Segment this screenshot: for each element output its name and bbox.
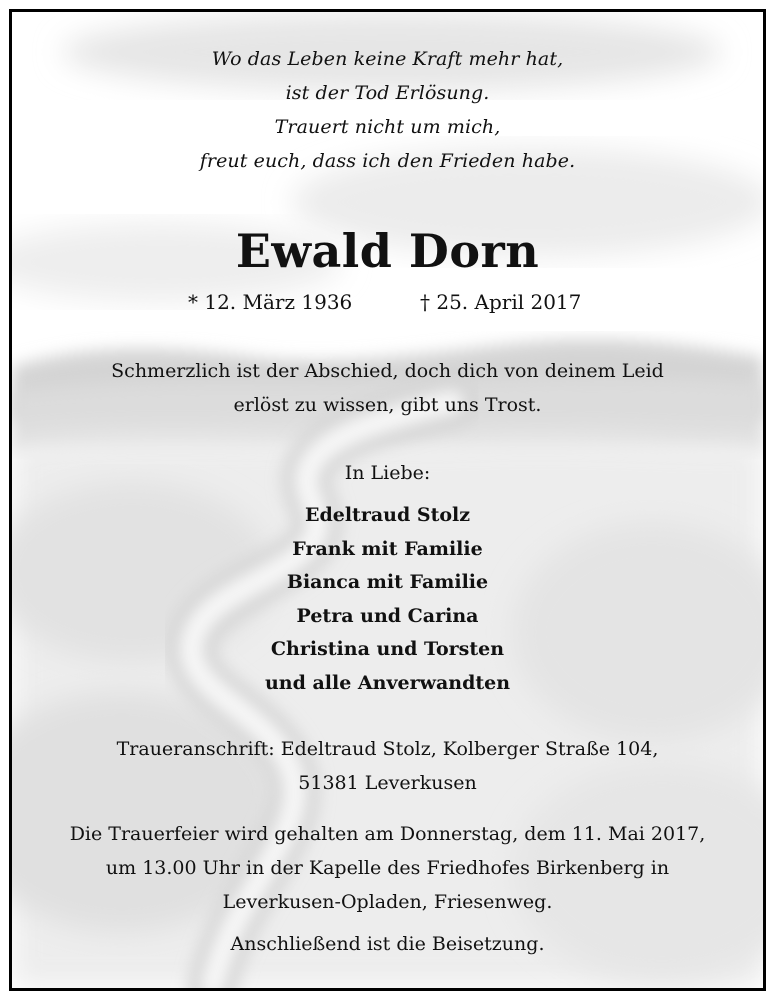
family-member: Frank mit Familie: [292, 538, 483, 560]
address-line: 51381 Leverkusen: [298, 772, 477, 794]
ceremony-line: Leverkusen-Opladen, Friesenweg.: [222, 891, 553, 913]
poem-line: freut euch, dass ich den Frieden habe.: [199, 150, 576, 172]
poem-line: ist der Tod Erlösung.: [285, 82, 490, 104]
family-member: Bianca mit Familie: [286, 571, 489, 593]
death-date: † 25. April 2017: [420, 290, 582, 314]
family-member: und alle Anverwandten: [264, 672, 511, 694]
poem-line: Wo das Leben keine Kraft mehr hat,: [211, 48, 564, 70]
message-line: erlöst zu wissen, gibt uns Trost.: [233, 394, 542, 416]
obituary-content: [12, 12, 763, 988]
burial-note: Anschließend ist die Beisetzung.: [230, 933, 545, 955]
message-line: Schmerzlich ist der Abschied, doch dich von deinem Leid: [111, 360, 664, 382]
ceremony-line: Die Trauerfeier wird gehalten am Donnerstag, dem 11. Mai 2017,: [69, 823, 706, 845]
family-member: Christina und Torsten: [270, 638, 505, 660]
poem-line: Trauert nicht um mich,: [274, 116, 501, 138]
ceremony-line: um 13.00 Uhr in der Kapelle des Friedhofes Birkenberg in: [105, 857, 670, 879]
birth-date: * 12. März 1936: [188, 290, 353, 314]
deceased-name: Ewald Dorn: [235, 224, 540, 278]
obituary-frame: [9, 9, 766, 991]
family-member: Edeltraud Stolz: [304, 504, 471, 526]
address-line: Traueranschrift: Edeltraud Stolz, Kolberger Straße 104,: [116, 738, 659, 760]
in-love-label: In Liebe:: [344, 462, 431, 484]
family-member: Petra und Carina: [296, 605, 479, 627]
